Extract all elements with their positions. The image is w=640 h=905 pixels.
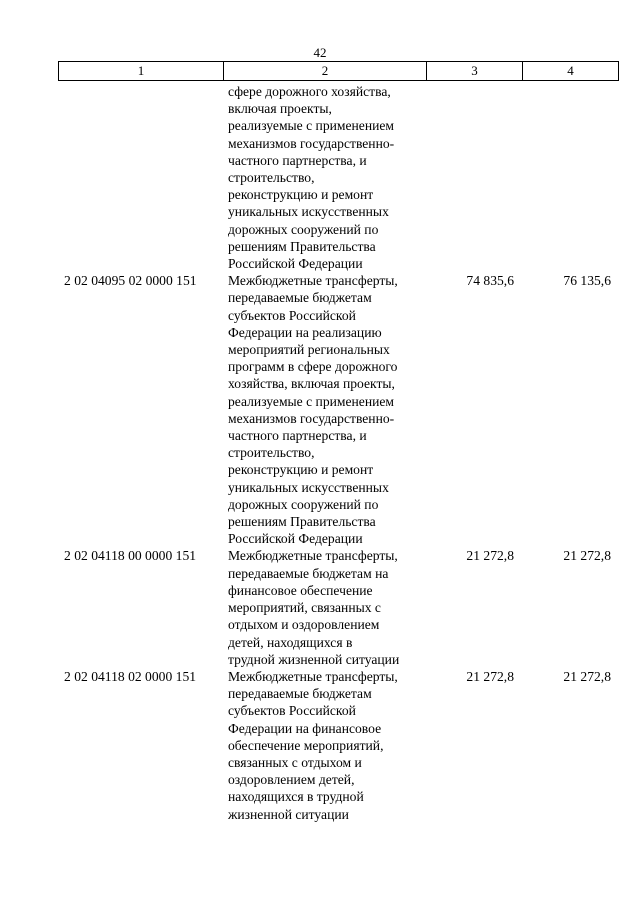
description-line: обеспечение мероприятий, <box>228 737 384 753</box>
description-line: жизненной ситуации <box>228 806 349 822</box>
budget-code-cell: 2 02 04095 02 0000 151 <box>64 273 197 289</box>
description-line: сфере дорожного хозяйства, <box>228 84 391 99</box>
description-line: связанных с отдыхом и <box>228 754 362 770</box>
table-row <box>58 272 619 547</box>
description-line: хозяйства, включая проекты, <box>228 376 395 392</box>
description-line: оздоровлением детей, <box>228 772 355 788</box>
amount-column-4-cell: 21 272,8 <box>563 668 611 684</box>
description-cell <box>223 668 426 823</box>
description-line: дорожных сооружений по <box>228 496 379 512</box>
page-number: 42 <box>313 45 327 60</box>
column-header-4: 4 <box>567 63 574 78</box>
column-header-3: 3 <box>427 62 523 80</box>
description-line: трудной жизненной ситуации <box>228 651 400 667</box>
description-line: включая проекты, <box>228 101 332 117</box>
description-line: решениям Правительства <box>228 238 376 254</box>
amount-column-3-cell: 21 272,8 <box>466 548 514 564</box>
description-line: реализуемые с применением <box>228 118 395 134</box>
description-line: строительство, <box>228 170 315 186</box>
description-line: программ в сфере дорожного <box>228 359 398 375</box>
description-line: передаваемые бюджетам на <box>228 565 389 581</box>
description-line: Федерации на реализацию <box>228 324 382 340</box>
description-line: Межбюджетные трансферты, <box>228 668 398 684</box>
description-line: механизмов государственно- <box>228 135 395 151</box>
description-line: мероприятий, связанных с <box>228 600 381 616</box>
description-line: строительство, <box>228 445 315 461</box>
description-line: Российской Федерации <box>228 256 363 272</box>
table-row <box>58 83 619 272</box>
column-header-2: 2 <box>224 62 427 80</box>
description-line: передаваемые бюджетам <box>228 686 372 702</box>
description-line: Российской Федерации <box>228 531 363 547</box>
description-line: реконструкцию и ремонт <box>228 187 374 203</box>
amount-column-3-cell: 74 835,6 <box>466 273 514 289</box>
amount-column-4-cell: 76 135,6 <box>563 273 611 289</box>
amount-column-3-cell: 21 272,8 <box>466 668 514 684</box>
description-line: Межбюджетные трансферты, <box>228 548 398 564</box>
description-line: механизмов государственно- <box>228 410 395 426</box>
column-header-1: 1 <box>59 62 224 80</box>
description-line: Федерации на финансовое <box>228 720 382 736</box>
description-cell <box>223 547 426 667</box>
description-line: передаваемые бюджетам <box>228 290 372 306</box>
description-line: дорожных сооружений по <box>228 221 379 237</box>
description-line: реконструкцию и ремонт <box>228 462 374 478</box>
description-line: находящихся в трудной <box>228 789 364 805</box>
description-cell <box>223 272 426 547</box>
description-line: реализуемые с применением <box>228 393 395 409</box>
description-line: мероприятий региональных <box>228 342 390 358</box>
description-line: субъектов Российской <box>228 307 356 323</box>
description-line: финансовое обеспечение <box>228 582 373 598</box>
table-row <box>58 547 619 667</box>
description-line: уникальных искусственных <box>228 479 389 495</box>
budget-code-cell: 2 02 04118 02 0000 151 <box>64 668 197 684</box>
budget-code-cell: 2 02 04118 00 0000 151 <box>64 548 197 564</box>
description-line: решениям Правительства <box>228 514 376 530</box>
description-line: отдыхом и оздоровлением <box>228 617 380 633</box>
amount-column-4-cell: 21 272,8 <box>563 548 611 564</box>
description-line: уникальных искусственных <box>228 204 389 220</box>
description-line: детей, находящихся в <box>228 634 353 650</box>
description-line: субъектов Российской <box>228 703 356 719</box>
table-row <box>58 668 619 823</box>
description-cell <box>223 83 426 272</box>
description-line: частного партнерства, и <box>228 428 367 444</box>
budget-table-body <box>58 83 619 823</box>
description-line: частного партнерства, и <box>228 152 367 168</box>
description-line: Межбюджетные трансферты, <box>228 273 398 289</box>
table-column-header <box>58 61 619 81</box>
